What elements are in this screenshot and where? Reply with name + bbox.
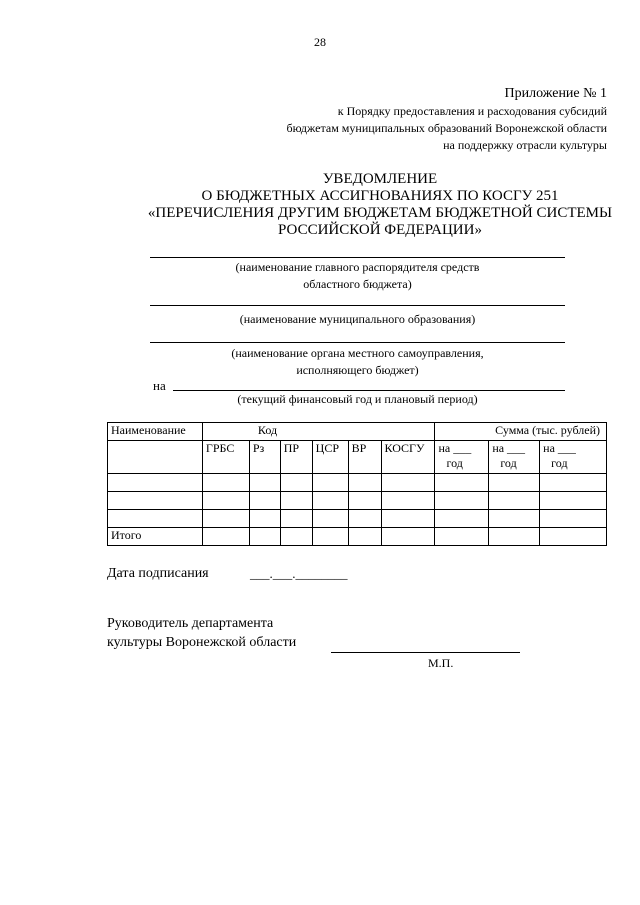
col-header-year-1 <box>435 441 489 474</box>
appendix-line-1: к Порядку предоставления и расходования субсидий <box>337 104 607 118</box>
distributor-caption-2: областного бюджета) <box>303 277 412 291</box>
signature-line[interactable] <box>331 652 520 653</box>
period-prefix: на <box>153 378 166 393</box>
year-1-line-2: год <box>446 456 463 470</box>
municipality-line[interactable] <box>150 305 565 306</box>
col-header-year-3 <box>540 441 607 474</box>
col-header-kosgu: КОСГУ <box>381 441 435 474</box>
appendix-title: Приложение № 1 <box>504 86 607 101</box>
year-2-line-2: год <box>500 456 517 470</box>
table-row <box>108 474 607 492</box>
table-row <box>108 510 607 528</box>
col-header-rz: Рз <box>249 441 280 474</box>
name-subheader-cell <box>108 441 203 474</box>
head-title-line-1: Руководитель департамента <box>107 616 274 631</box>
heading-line-1: УВЕДОМЛЕНИЕ <box>322 171 438 187</box>
period-caption: (текущий финансовый год и плановый период) <box>237 392 478 406</box>
col-header-pr: ПР <box>280 441 312 474</box>
date-field[interactable]: ___.___.________ <box>250 566 348 581</box>
total-label: Итого <box>108 528 203 546</box>
col-header-csr: ЦСР <box>312 441 348 474</box>
table-total-row <box>108 528 607 546</box>
col-header-vr: ВР <box>348 441 381 474</box>
table-header-row <box>108 423 607 441</box>
distributor-caption-1: (наименование главного распорядителя средств <box>235 260 480 274</box>
heading-line-3: «ПЕРЕЧИСЛЕНИЯ ДРУГИМ БЮДЖЕТАМ БЮДЖЕТНОЙ СИСТЕМЫ <box>147 205 613 221</box>
distributor-line[interactable] <box>150 257 565 258</box>
appendix-line-2: бюджетам муниципальных образований Воронежской области <box>286 121 607 135</box>
heading-line-4: РОССИЙСКОЙ ФЕДЕРАЦИИ» <box>278 222 482 238</box>
sum-header: Сумма (тыс. рублей) <box>435 423 607 441</box>
stamp-label: М.П. <box>428 656 454 670</box>
table-row <box>108 492 607 510</box>
code-header: Код <box>202 423 435 441</box>
col-header-grbs: ГРБС <box>202 441 249 474</box>
name-header: Наименование <box>108 423 203 441</box>
page-number: 28 <box>314 35 326 49</box>
authority-line[interactable] <box>150 342 565 343</box>
year-1-line-1: на ___ <box>438 441 472 455</box>
date-label: Дата подписания <box>107 566 209 581</box>
authority-caption-1: (наименование органа местного самоуправления, <box>231 346 484 360</box>
year-3-line-1: на ___ <box>543 441 576 455</box>
authority-caption-2: исполняющего бюджет) <box>296 363 419 377</box>
head-title-line-2: культуры Воронежской области <box>107 635 297 650</box>
table-subheader-row <box>108 441 607 474</box>
year-2-line-1: на ___ <box>492 441 526 455</box>
year-3-line-2: год <box>551 456 568 470</box>
appendix-line-3: на поддержку отрасли культуры <box>443 138 607 152</box>
heading-line-2: О БЮДЖЕТНЫХ АССИГНОВАНИЯХ ПО КОСГУ 251 <box>201 188 559 204</box>
allocations-table <box>107 422 607 546</box>
col-header-year-2 <box>489 441 540 474</box>
municipality-caption: (наименование муниципального образования) <box>239 312 476 326</box>
